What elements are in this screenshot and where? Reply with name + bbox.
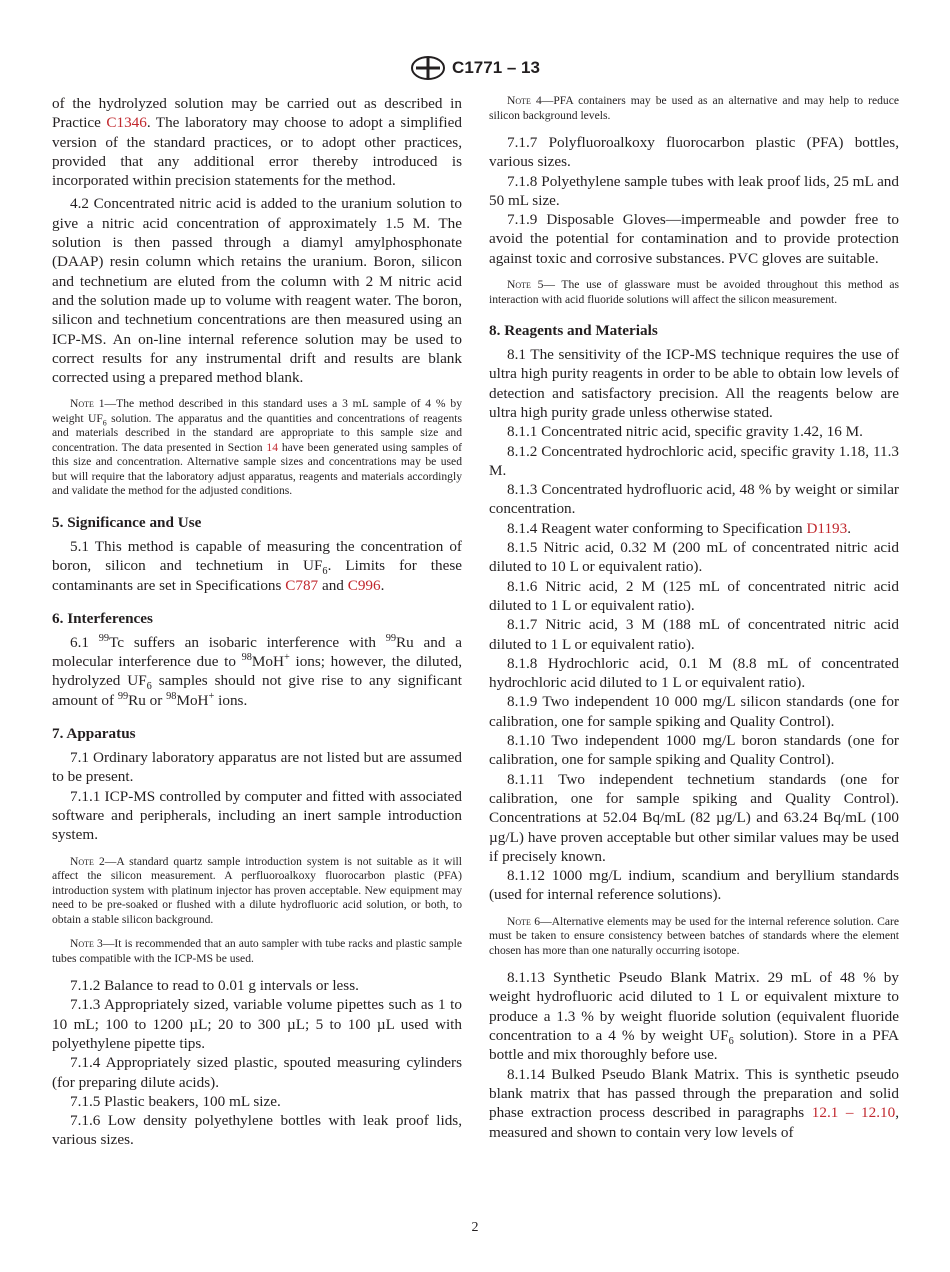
- text-run: 8.1.5 Nitric acid, 0.32 M (200 mL of concentrated nitric acid diluted to 10 L or equivalent ratio).: [489, 539, 899, 576]
- text-run: 7.1.6 Low density polyethylene bottles with leak proof lids, various sizes.: [52, 1112, 462, 1149]
- text-run: Tc suffers an isobaric interference with: [109, 633, 386, 651]
- note-label: Note: [70, 397, 94, 411]
- text-run: 7. Apparatus: [52, 725, 136, 743]
- text-run: 7.1.9 Disposable Gloves—impermeable and powder free to avoid the potential for contamination and to provide protection against toxic and corrosive substances. PVC gloves are suitable.: [489, 211, 899, 267]
- superscript: 99: [385, 632, 397, 644]
- text-run: 1—The method described in this standard uses a 3 mL sample of 4 % by weight UF: [52, 397, 462, 425]
- text-run: . Limits for these contaminants are set in Specifications: [52, 557, 462, 594]
- text-run: 8.1.1 Concentrated nitric acid, specific gravity 1.42, 16 M.: [507, 423, 863, 441]
- text-run: 8.1.2 Concentrated hydrochloric acid, specific gravity 1.18, 11.3 M.: [489, 442, 899, 479]
- text-run: ions; however, the diluted, hydrolyzed UF: [52, 653, 462, 690]
- text-run: MoH: [176, 691, 209, 709]
- superscript: 98: [166, 690, 177, 702]
- text-run: 8.1.6 Nitric acid, 2 M (125 mL of concentrated nitric acid diluted to 1 L or equivalent ratio).: [489, 577, 899, 614]
- text-run: 7.1.4 Appropriately sized plastic, spouted measuring cylinders (for preparing dilute acids).: [52, 1054, 462, 1091]
- right-column: [489, 94, 899, 1142]
- body-paragraph: [52, 1111, 462, 1150]
- reference-link[interactable]: 12.1 – 12.10: [811, 1104, 896, 1122]
- text-run: 7.1.8 Polyethylene sample tubes with leak proof lids, 25 mL and 50 mL size.: [489, 172, 899, 209]
- subscript: 6: [322, 566, 328, 578]
- text-run: 7.1.3 Appropriately sized, variable volume pipettes such as 1 to 10 mL; 100 to 1200 µL; 20 to 300 µL; 5 to 100 µL used with polyethylene pipette tips.: [52, 996, 462, 1052]
- subscript: 6: [728, 1036, 734, 1048]
- body-paragraph: [489, 1065, 899, 1142]
- superscript: +: [208, 690, 215, 702]
- text-run: 8.1.10 Two independent 1000 mg/L boron standards (one for calibration, one for sample spiking and Quality Control).: [489, 732, 899, 769]
- text-run: 2—A standard quartz sample introduction system is not suitable as it will affect the silicon measurement. A perfluoroalkoxy fluorocarbon plastic (PFA) introduction system with platinum injector has proven acceptable. New equipment may need to be pre-soaked or flushed with a dilute hydrofluoric acid solution, or both, to obtain a stable silicon background.: [52, 854, 462, 926]
- body-paragraph: [489, 692, 899, 731]
- text-run: ions.: [214, 691, 248, 709]
- text-run: samples should not give rise to any significant amount of: [52, 672, 462, 709]
- text-run: 8.1.8 Hydrochloric acid, 0.1 M (8.8 mL of concentrated hydrochloric acid diluted to 1 L or equivalent ratio).: [489, 654, 899, 692]
- text-run: 5— The use of glassware must be avoided throughout this method as interaction with acid fluoride solutions will affect the silicon measurement.: [489, 278, 899, 306]
- reference-link[interactable]: C787: [285, 576, 319, 594]
- reference-link[interactable]: C996: [347, 576, 381, 594]
- text-run: MoH: [251, 653, 284, 671]
- section-heading: [489, 321, 899, 340]
- text-run: . The laboratory may choose to adopt a simplified version of the standard practices, or to adopt other practices, provided that any additional error thereby introduced is incorporated within precision statements for the method.: [52, 114, 462, 190]
- body-paragraph: [52, 1092, 462, 1111]
- section-heading: [52, 513, 462, 532]
- text-run: .: [847, 519, 852, 537]
- body-paragraph: [52, 194, 462, 387]
- note-paragraph: [52, 397, 462, 499]
- body-paragraph: [489, 866, 899, 905]
- subscript: 6: [102, 418, 107, 428]
- body-paragraph: [489, 210, 899, 268]
- text-run: 8.1.13 Synthetic Pseudo Blank Matrix. 29 mL of 48 % by weight hydrofluoric acid diluted to 1 L or equivalent mixture to produce a 1.3 % by weight fluoride solution (equivalent fluoride concentration to a 4 % by weight UF: [489, 969, 899, 1045]
- left-column: [52, 94, 462, 1150]
- superscript: 98: [241, 652, 252, 664]
- text-run: 8. Reagents and Materials: [489, 322, 658, 340]
- body-paragraph: [52, 976, 462, 995]
- text-run: 7.1 Ordinary laboratory apparatus are not listed but are assumed to be present.: [52, 749, 462, 786]
- note-paragraph: [489, 278, 899, 307]
- text-run: 6. Interferences: [52, 609, 153, 627]
- text-run: 8.1.9 Two independent 10 000 mg/L silicon standards (one for calibration, one for sample spiking and Quality Control).: [489, 693, 899, 730]
- superscript: 99: [98, 632, 110, 644]
- text-run: 3—It is recommended that an auto sampler with tube racks and plastic sample tubes compatible with the ICP-MS be used.: [52, 937, 462, 965]
- body-paragraph: [489, 519, 899, 538]
- text-run: 6.1: [70, 633, 99, 651]
- text-run: Ru or: [128, 691, 167, 709]
- text-run: 8.1.12 1000 mg/L indium, scandium and beryllium standards (used for internal reference solutions).: [489, 867, 899, 904]
- standard-designation: C1771 – 13: [452, 58, 540, 77]
- reference-link[interactable]: C1346: [106, 114, 147, 132]
- note-label: Note: [507, 278, 531, 292]
- note-label: Note: [507, 914, 531, 928]
- section-heading: [52, 724, 462, 743]
- body-paragraph: [489, 133, 899, 172]
- body-paragraph: [489, 731, 899, 770]
- text-run: 7.1.7 Polyfluoroalkoxy fluorocarbon plastic (PFA) bottles, various sizes.: [489, 134, 899, 171]
- text-run: have been generated using samples of this size and concentration. Alternative sample sizes and concentrations may be used but will require that the laboratory adjust apparatus, reagents and materials accordingly and validate the method for the adjusted conditions.: [52, 440, 462, 498]
- subscript: 6: [146, 681, 152, 693]
- text-run: 8.1.7 Nitric acid, 3 M (188 mL of concentrated nitric acid diluted to 1 L or equivalent ratio).: [489, 616, 899, 653]
- text-run: 8.1.4 Reagent water conforming to Specification: [507, 519, 807, 537]
- body-paragraph: [489, 615, 899, 654]
- text-run: and: [318, 576, 348, 594]
- text-run: 4—PFA containers may be used as an alternative and may help to reduce silicon background levels.: [489, 94, 899, 122]
- body-paragraph: [489, 480, 899, 519]
- superscript: 99: [117, 690, 129, 702]
- body-paragraph: [489, 345, 899, 422]
- note-label: Note: [507, 94, 531, 107]
- reference-link[interactable]: 14: [266, 440, 278, 454]
- page-header: [0, 56, 950, 80]
- body-paragraph: [52, 537, 462, 595]
- text-run: 6—Alternative elements may be used for the internal reference solution. Care must be taken to ensure consistency between batches of standards where the element chosen has more than one naturally occurring isotope.: [489, 914, 899, 957]
- text-run: 8.1.14 Bulked Pseudo Blank Matrix. This is synthetic pseudo blank matrix that has passed through the preparation and solid phase extraction process described in paragraphs: [489, 1065, 899, 1122]
- text-run: 8.1.3 Concentrated hydrofluoric acid, 48 % by weight or similar concentration.: [489, 481, 899, 518]
- body-paragraph: [52, 787, 462, 845]
- text-run: 7.1.1 ICP-MS controlled by computer and fitted with associated software and peripherals, including an inert sample introduction system.: [52, 787, 462, 844]
- text-run: .: [380, 576, 385, 594]
- superscript: +: [284, 652, 290, 664]
- text-run: solution. The apparatus and the quantities and concentrations of reagents and materials described in the standard are appropriate to this sample size and concentration. The data presented in Section: [52, 411, 462, 454]
- astm-logo-icon: [410, 56, 446, 80]
- text-run: 7.1.2 Balance to read to 0.01 g intervals or less.: [70, 977, 359, 995]
- text-run: 8.1 The sensitivity of the ICP-MS technique requires the use of ultra high purity reagents in order to be able to obtain low levels of detection and satisfactory precision. All the reagents below are ultra high purity grade unless otherwise stated.: [489, 346, 899, 421]
- body-paragraph: [52, 748, 462, 787]
- reference-link[interactable]: D1193: [806, 519, 848, 537]
- note-paragraph: [52, 855, 462, 928]
- text-run: 5.1 This method is capable of measuring the concentration of boron, silicon and technetium in UF: [52, 537, 462, 575]
- note-paragraph: [489, 915, 899, 959]
- note-label: Note: [70, 937, 94, 951]
- body-paragraph: [489, 577, 899, 616]
- body-paragraph: [52, 995, 462, 1053]
- text-run: , measured and shown to contain very low levels of: [489, 1104, 899, 1141]
- body-paragraph: [52, 1053, 462, 1092]
- text-run: 5. Significance and Use: [52, 513, 202, 531]
- body-paragraph: [52, 94, 462, 190]
- body-paragraph: [489, 968, 899, 1064]
- text-run: 4.2 Concentrated nitric acid is added to the uranium solution to give a nitric acid concentration of approximately 1.5 M. The solution is then passed through a diamyl amylphosphonate (DAAP) resin column which retains the uranium. Boron, silicon and technetium are eluted from the column with 2 M nitric acid and the solution made up to volume with reagent water. The boron, silicon and technetium concentrations are then measured using an ICP-MS. An on-line internal reference solution may be used to correct results for any instrumental drift and results are blank corrected using a prepared method blank.: [52, 195, 462, 387]
- text-run: 8.1.11 Two independent technetium standards (one for calibration, one for sample spiking and Quality Control). Concentrations at 52.04 Bq/mL (82 µg/L) and 63.24 Bq/mL (100 µg/L) have proven acceptable but other similar values may be used if precisely known.: [489, 770, 899, 865]
- text-run: Ru and a molecular interference due to: [52, 633, 462, 671]
- body-paragraph: [52, 633, 462, 710]
- body-paragraph: [489, 442, 899, 481]
- body-paragraph: [489, 770, 899, 866]
- body-paragraph: [489, 538, 899, 577]
- body-paragraph: [489, 172, 899, 211]
- body-paragraph: [489, 422, 899, 441]
- note-paragraph: [489, 94, 899, 123]
- body-paragraph: [489, 654, 899, 693]
- section-heading: [52, 609, 462, 628]
- text-run: 7.1.5 Plastic beakers, 100 mL size.: [70, 1092, 281, 1110]
- text-run: solution). Store in a PFA bottle and mix thoroughly before use.: [489, 1027, 899, 1064]
- note-label: Note: [70, 854, 94, 868]
- page-number: 2: [471, 1220, 479, 1235]
- text-run: of the hydrolyzed solution may be carried out as described in Practice: [52, 95, 462, 132]
- note-paragraph: [52, 937, 462, 966]
